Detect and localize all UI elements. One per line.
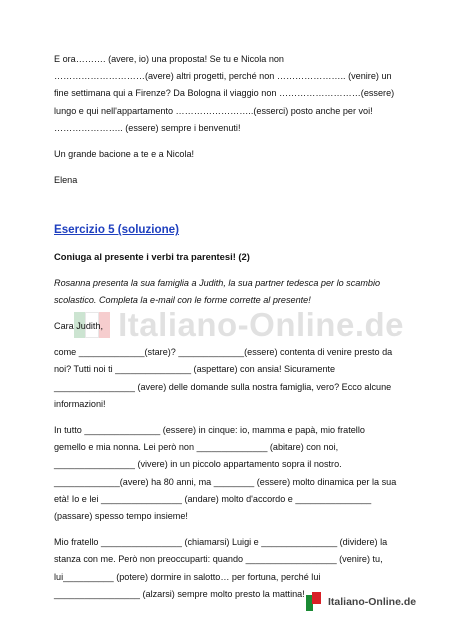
text-line: fine settimana qui a Firenze? Da Bologna il viaggio non ………………………(essere): [54, 88, 395, 99]
closing-line: Un grande bacione a te e a Nicola!: [54, 149, 195, 160]
signature: Elena: [54, 175, 78, 186]
footer-logo[interactable]: [306, 590, 416, 614]
text-line: lui__________ (potere) dormire in salotto… per fortuna, perché lui: [54, 571, 321, 582]
text-line: …………………………(avere) altri progetti, perché non ………………….. (venire) un: [54, 71, 392, 82]
text-line: ………………….. (essere) sempre i benvenuti!: [54, 122, 241, 133]
text-line: lungo e qui nell'appartamento ……………………..(esserci) posto anche per voi!: [54, 105, 373, 116]
watermark-text: Italiano-Online.de: [118, 306, 404, 343]
text-line: noi? Tutti noi ti _______________ (aspettare) con ansia! Sicuramente: [54, 364, 336, 375]
paragraph-1: [54, 344, 402, 413]
document-body: [54, 51, 402, 603]
text-line: E ora………. (avere, io) una proposta! Se tu e Nicola non: [54, 54, 284, 64]
text-line: (passare) spesso tempo insieme!: [54, 511, 188, 522]
intro-line: Rosanna presenta la sua famiglia a Judith, la sua partner tedesca per lo scambio: [54, 277, 381, 288]
text-line: stanza con me. Però non preoccuparti: quando __________________ (venire) tu,: [54, 554, 383, 565]
text-line: ________________ (vivere) in un piccolo appartamento sopra il nostro.: [54, 459, 342, 470]
text-line: età! Io e lei ________________ (andare) molto d'accordo e _______________: [54, 493, 372, 504]
text-line: informazioni!: [54, 398, 106, 409]
paragraph-2: [54, 422, 402, 525]
exercise-title: Esercizio 5 (soluzione): [54, 223, 179, 237]
text-line: _________________ (alzarsi) sempre molto presto la mattina!: [54, 588, 305, 599]
text-line: come _____________(stare)? _____________(essere) contenta di venire presto da: [54, 347, 393, 358]
text-line: ________________ (avere) delle domande sulla nostra famiglia, vero? Ecco alcune: [54, 381, 392, 392]
greeting: Cara Judith,: [54, 321, 104, 332]
exercise-instruction: Coniuga al presente i verbi tra parentesi! (2): [54, 251, 250, 263]
text-line: _____________(avere) ha 80 anni, ma ________ (essere) molto dinamica per la sua: [54, 476, 397, 487]
text-line: gemello e mia nonna. Lei però non ______________ (abitare) con noi,: [54, 442, 339, 453]
footer-logo-text: Italiano-Online.de: [328, 596, 417, 608]
letter-end: [54, 51, 402, 189]
text-line: Mio fratello ________________ (chiamarsi) Luigi e _______________ (dividere) la: [54, 537, 388, 548]
text-line: In tutto _______________ (essere) in cinque: io, mamma e papà, mio fratello: [54, 425, 365, 436]
italian-flag-icon: [306, 592, 324, 612]
intro-line: scolastico. Completa la e-mail con le forme corrette al presente!: [54, 294, 311, 305]
